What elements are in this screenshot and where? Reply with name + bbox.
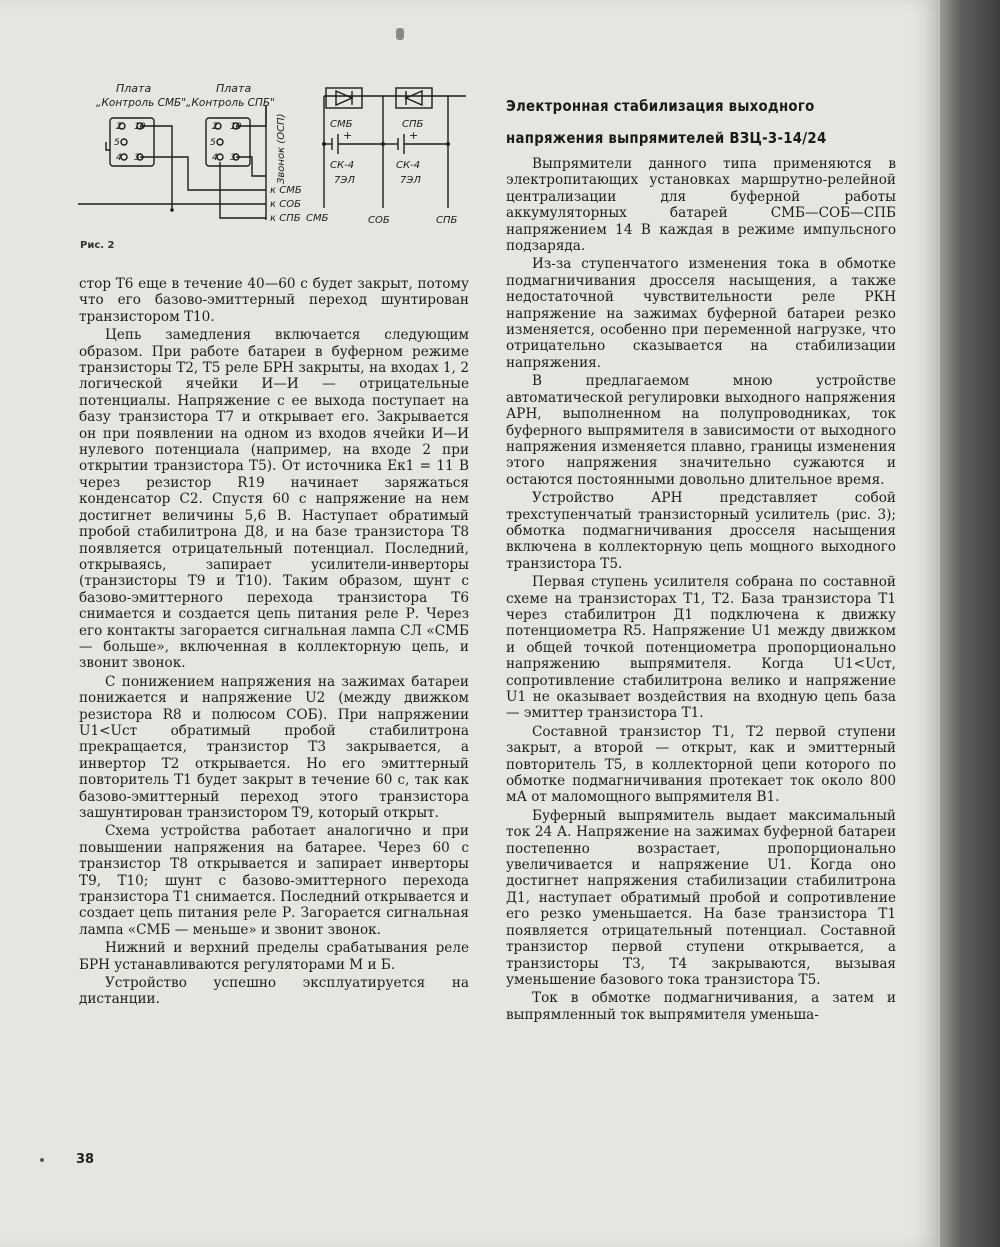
to-smb-label: к СМБ (270, 185, 302, 196)
lamp-type-label: СК-4 (330, 160, 355, 171)
pin-label: 5 (210, 138, 216, 148)
paragraph: стор Т6 еще в течение 40—60 с будет закрыт, потому что его базово-эмиттерный переход шунтирован транзистором Т10. (79, 276, 469, 325)
lamp-type-label: СК-4 (396, 160, 421, 171)
paragraph: Цепь замедления включается следующим образом. При работе батареи в буферном режиме транзисторы Т2, Т5 реле БРН закрыты, на входах 1, 2 логической ячейки И—И — отрицательные потенциалы. Напряжение с ее выхода поступает на базу транзистора Т7 и открывает его. Закрывается он при появлении на одном из входов ячейки И—И нулевого потенциала (например, на входе 2 при открытии транзистора Т5). От источника Eк1 = 11 В через резистор R19 начинает заряжаться конденсатор С2. Спустя 60 с напряжение на нем достигнет величины 5,6 В. Наступает обратимый пробой стабилитрона Д8, и на базе транзистора Т8 появляется отрицательный потенциал. Последний, открываясь, запирает усилители-инверторы (транзисторы Т9 и Т10). Таким образом, шунт с базово-эмиттерного перехода транзистора Т6 снимается и создается цепь питания реле Р. Через его контакты загорается сигнальная лампа СЛ «СМБ — больше», включенная в коллекторную цепь, и звонит звонок. (79, 327, 469, 672)
pin-label: 10 (230, 122, 242, 132)
board-smb-label-2: „Контроль СМБ" (96, 97, 187, 109)
article-title-line: напряжения выпрямителей ВЗЦ-3-14/24 (506, 129, 827, 147)
paragraph: В предлагаемом мною устройстве автоматической регулировки выходного напряжения АРН, выполненном на полупроводниках, ток буферного выпрямителя в зависимости от выходного напряжения изменяется плавно, границы изменения этого напряжения значительно сужаются и остаются постоянными довольно длительное время. (506, 373, 896, 488)
print-speck (396, 28, 404, 40)
article-title-line: Электронная стабилизация выходного (506, 97, 815, 115)
left-column (79, 276, 469, 1010)
bottom-spb-label: СПБ (436, 215, 458, 226)
right-column (506, 156, 896, 1025)
page-edge-shadow (940, 0, 1000, 1247)
paragraph: Из-за ступенчатого изменения тока в обмотке подмагничивания дросселя насыщения, а также недостаточной чувствительности реле РКН напряжение на зажимах буферной батареи резко изменяется, особенно при переменной нагрузке, что отрицательно сказывается на стабилизации напряжения. (506, 256, 896, 371)
paragraph: Составной транзистор Т1, Т2 первой ступени закрыт, а второй — открыт, как и эмиттерный повторитель Т5, в коллекторной цепи которого по обмотке подмагничивания протекает ток около 800 мА от маломощного выпрямителя В1. (506, 723, 896, 806)
article-title (506, 90, 850, 154)
plus-sign: + (409, 129, 419, 142)
spb-label: СПБ (402, 119, 424, 130)
bottom-smb-label: СМБ (306, 213, 329, 224)
paragraph: Схема устройства работает аналогично и при повышении напряжения на батарее. Через 60 с транзистор Т8 открывается и запирает инверторы Т9, Т10; шунт с базово-эмиттерного перехода транзистора Т1 снимается. Последний открывается и создает цепь питания реле Р. Загорается сигнальная лампа «СМБ — меньше» и звонит звонок. (79, 823, 469, 938)
board-spb-label-1: Плата (216, 82, 252, 95)
paragraph: Ток в обмотке подмагничивания, а затем и выпрямленный ток выпрямителя уменьша- (506, 990, 896, 1023)
pin-label: 3 (134, 153, 140, 163)
paragraph: Буферный выпрямитель выдает максимальный ток 24 А. Напряжение на зажимах буферной батареи постепенно возрастает, пропорционально увеличивается и напряжение U1. Когда оно достигнет напряжения стабилизации стабилитрона Д1, наступает обратимый пробой и сопротивление его резко уменьшается. На базе транзистора Т1 появляется отрицательный потенциал. Составной транзистор первой ступени открывается, а транзисторы Т3, Т4 закрываются, вызывая уменьшение базового тока транзистора Т5. (506, 807, 896, 988)
pin-label: 2 (212, 122, 218, 132)
to-sob-label: к СОБ (270, 199, 301, 210)
bullet-mark (40, 1158, 44, 1162)
pin-label: 4 (212, 153, 218, 163)
plus-sign: + (343, 129, 353, 142)
board-spb-label-2: „Контроль СПБ" (186, 97, 275, 109)
board-smb-label-1: Плата (116, 82, 152, 95)
paragraph: Устройство АРН представляет собой трехступенчатый транзисторный усилитель (рис. 3); обмотка подмагничивания дросселя насыщения включена в коллекторную цепь мощного выходного транзистора Т5. (506, 490, 896, 572)
lamp-type-label: 7ЭЛ (334, 175, 355, 186)
pin-label: 2 (116, 122, 122, 132)
paragraph: Выпрямители данного типа применяются в электропитающих установках маршрутно-релейной централизации для буферной работы аккумуляторных батарей СМБ—СОБ—СПБ напряжением 14 В каждая в режиме импульсного подзаряда. (506, 156, 896, 255)
pin-label: 4 (116, 153, 122, 163)
to-spb-label: к СПБ (270, 213, 301, 224)
smb-label: СМБ (330, 119, 353, 130)
bell-label: Звонок (ОСП) (276, 113, 287, 184)
paragraph: Первая ступень усилителя собрана по составной схеме на транзисторах Т1, Т2. База транзистора Т1 через стабилитрон Д1 подключена к движку потенциометра R5. Напряжение U1 между движком и общей точкой потенциометра пропорционально напряжению выпрямителя. Когда U1<Uст, сопротивление стабилитрона велико и напряжение U1 не оказывает воздействия на входную цепь база — эмиттер транзистора Т1. (506, 574, 896, 722)
paragraph: С понижением напряжения на зажимах батареи понижается и напряжение U2 (между движком резистора R8 и полюсом СОБ). При напряжении U1<Uст обратимый пробой стабилитрона прекращается, транзистор Т3 закрывается, а инвертор Т2 открывается. Но его эмиттерный повторитель Т1 будет закрыт в течение 60 с, так как базово-эмиттерный переход этого транзистора зашунтирован транзистором Т9, который открыт. (79, 673, 469, 821)
lamp-type-label: 7ЭЛ (400, 175, 421, 186)
page-number: 38 (76, 1152, 95, 1167)
paragraph: Устройство успешно эксплуатируется на дистанции. (79, 975, 469, 1008)
pin-label: 5 (114, 138, 120, 148)
pin-label: 10 (134, 122, 146, 132)
bottom-sob-label: СОБ (368, 215, 390, 226)
figure-caption: Рис. 2 (80, 240, 115, 251)
pin-label: 3 (230, 153, 236, 163)
circuit-figure (76, 80, 466, 240)
paragraph: Нижний и верхний пределы срабатывания реле БРН устанавливаются регуляторами М и Б. (79, 940, 469, 973)
